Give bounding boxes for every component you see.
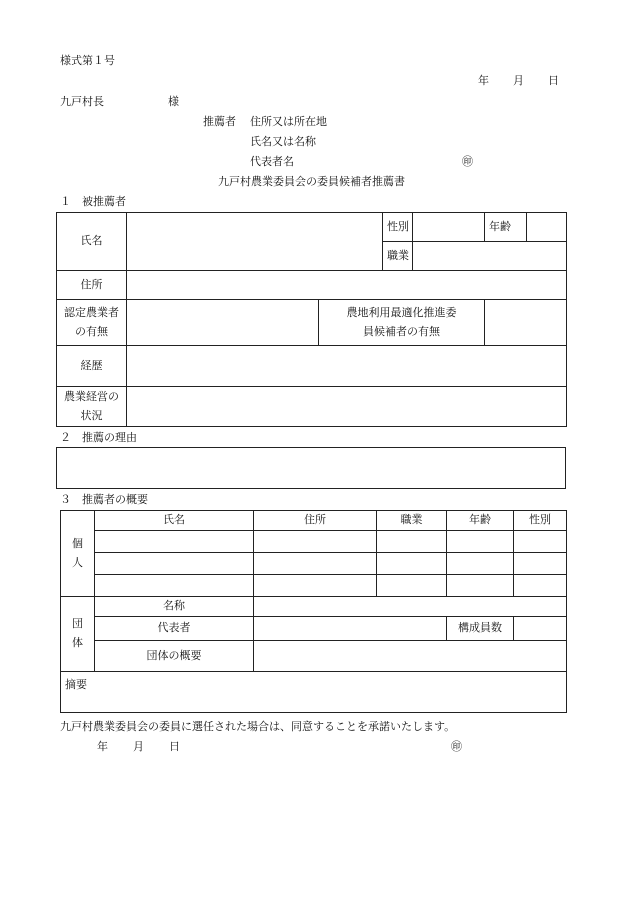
certified-farmer-label <box>57 300 127 346</box>
table-row <box>61 575 567 597</box>
farm-status-label-line1: 農業経営の <box>64 389 119 403</box>
section2-heading: ２ 推薦の理由 <box>60 431 137 444</box>
remarks-label: 摘要 <box>65 678 87 691</box>
individual-occupation-cell[interactable] <box>377 575 447 597</box>
consent-year: 年 <box>97 740 108 753</box>
date-day: 日 <box>548 74 559 87</box>
individual-sex-cell[interactable] <box>514 531 567 553</box>
nominee-name-cell[interactable] <box>127 213 383 271</box>
section3-heading: ３ 推薦者の概要 <box>60 493 148 506</box>
nominee-sex-cell[interactable] <box>413 213 485 242</box>
recommender-address-label: 住所又は所在地 <box>250 115 327 128</box>
column-age: 年齢 <box>447 511 514 531</box>
date-month: 月 <box>513 74 524 87</box>
recommender-rep-label: 代表者名 <box>250 155 294 168</box>
individual-name-cell[interactable] <box>95 531 254 553</box>
member-count-cell[interactable] <box>514 617 567 641</box>
individual-sex-cell[interactable] <box>514 553 567 575</box>
consent-seal-mark: ㊞ <box>451 740 462 753</box>
group-rep-cell[interactable] <box>254 617 447 641</box>
recommender-label: 推薦者 <box>203 115 236 128</box>
individual-address-cell[interactable] <box>254 531 377 553</box>
individual-name-cell[interactable] <box>95 553 254 575</box>
addressee-honorific: 様 <box>168 95 179 108</box>
farm-status-label <box>57 387 127 427</box>
group-label <box>61 597 95 672</box>
recommendation-reason-box[interactable] <box>56 447 566 489</box>
certified-farmer-label-line2: の有無 <box>75 324 108 338</box>
individual-label-char1: 個 <box>72 536 83 550</box>
date-year: 年 <box>478 74 489 87</box>
nominee-name-label: 氏名 <box>57 213 127 271</box>
recommender-seal-mark: ㊞ <box>462 155 473 168</box>
nominee-occupation-cell[interactable] <box>413 242 567 271</box>
table-row <box>61 531 567 553</box>
individual-occupation-cell[interactable] <box>377 531 447 553</box>
career-cell[interactable] <box>127 346 567 387</box>
group-summary-label: 団体の概要 <box>95 641 254 672</box>
recommender-summary-table <box>60 510 567 713</box>
column-occupation: 職業 <box>377 511 447 531</box>
individual-occupation-cell[interactable] <box>377 553 447 575</box>
group-name-label: 名称 <box>95 597 254 617</box>
consent-day: 日 <box>169 740 180 753</box>
certified-farmer-label-line1: 認定農業者 <box>64 305 119 319</box>
farm-status-cell[interactable] <box>127 387 567 427</box>
group-summary-cell[interactable] <box>254 641 567 672</box>
nominee-age-label: 年齢 <box>485 213 527 242</box>
nominee-address-cell[interactable] <box>127 271 567 300</box>
addressee-name: 九戸村長 <box>60 95 104 108</box>
individual-label <box>61 511 95 597</box>
nominee-occupation-label: 職業 <box>383 242 413 271</box>
group-name-cell[interactable] <box>254 597 567 617</box>
farm-status-label-line2: 状況 <box>80 408 103 422</box>
nominee-address-label: 住所 <box>57 271 127 300</box>
promoter-candidate-label-line2: 員候補者の有無 <box>363 324 440 338</box>
individual-age-cell[interactable] <box>447 575 514 597</box>
column-address: 住所 <box>254 511 377 531</box>
nominee-sex-label: 性別 <box>383 213 413 242</box>
individual-label-char2: 人 <box>72 555 83 569</box>
promoter-candidate-cell[interactable] <box>485 300 567 346</box>
promoter-candidate-label <box>319 300 485 346</box>
column-name: 氏名 <box>95 511 254 531</box>
individual-sex-cell[interactable] <box>514 575 567 597</box>
section1-heading: １ 被推薦者 <box>60 195 126 208</box>
individual-address-cell[interactable] <box>254 575 377 597</box>
individual-address-cell[interactable] <box>254 553 377 575</box>
promoter-candidate-label-line1: 農地利用最適化推進委 <box>346 305 457 319</box>
individual-age-cell[interactable] <box>447 531 514 553</box>
group-label-char2: 体 <box>72 636 83 649</box>
consent-month: 月 <box>133 740 144 753</box>
form-number: 様式第１号 <box>60 54 115 67</box>
individual-name-cell[interactable] <box>95 575 254 597</box>
document-title: 九戸村農業委員会の委員候補者推薦書 <box>218 175 405 188</box>
member-count-label: 構成員数 <box>447 617 514 641</box>
group-rep-label: 代表者 <box>95 617 254 641</box>
column-sex: 性別 <box>514 511 567 531</box>
certified-farmer-cell[interactable] <box>127 300 319 346</box>
consent-text: 九戸村農業委員会の委員に選任された場合は、同意することを承諾いたします。 <box>60 720 456 733</box>
table-row <box>61 553 567 575</box>
career-label: 経歴 <box>57 346 127 387</box>
nominee-age-cell[interactable] <box>527 213 567 242</box>
remarks-cell[interactable] <box>61 672 567 713</box>
recommender-name-label: 氏名又は名称 <box>250 135 316 148</box>
group-label-char1: 団 <box>72 617 83 631</box>
nominee-table <box>56 212 567 427</box>
individual-age-cell[interactable] <box>447 553 514 575</box>
